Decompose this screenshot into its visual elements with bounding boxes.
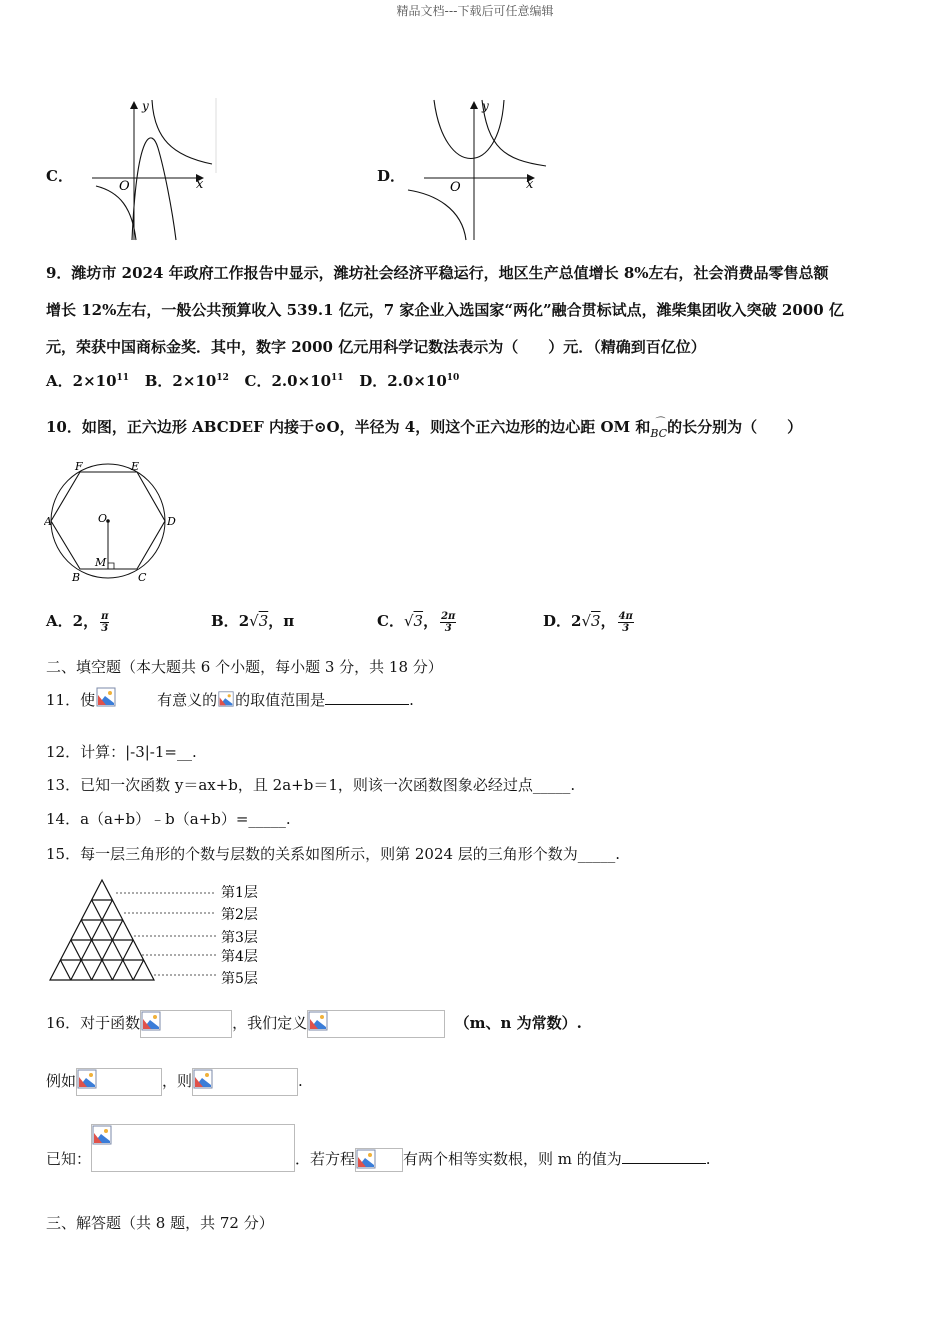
q8-graph-d: [404, 98, 549, 243]
q11-variable-image: [217, 690, 235, 712]
q9-line-2: 增长 12%左右，一般公共预算收入 539.1 亿元，7 家企业入选国家“两化”融合贯标试点，潍柴集团收入突破 2000 亿: [46, 301, 844, 319]
vertex-e: E: [131, 460, 140, 473]
vertex-a: A: [44, 515, 52, 528]
hexagon-figure: [44, 460, 179, 585]
q11-answer-blank[interactable]: [325, 690, 409, 705]
q9-line-1: 9．潍坊市 2024 年政府工作报告中显示，潍坊社会经济平稳运行，地区生产总值增长 8%左右，社会消费品零售总额: [46, 264, 829, 282]
vertex-c: C: [138, 571, 147, 584]
broken-image-icon: [141, 1011, 161, 1031]
layer-3-label: 第3层: [221, 930, 258, 946]
center-o: O: [98, 512, 108, 525]
page-header: 精品文档---下载后可任意编辑: [396, 4, 554, 18]
q10-option-c: C．√3， $\frac{2\pi}{3}$: [377, 610, 456, 634]
layer-4-label: 第4层: [221, 949, 258, 965]
q10-option-d: D．2√3， $\frac{4\pi}{3}$: [543, 610, 633, 634]
layer-2-label: 第2层: [221, 907, 258, 923]
q16-line-3: 已知： ．若方程 有两个相等实数根，则 m 的值为 .: [46, 1124, 711, 1172]
q9-option-d: D．$2.0\times 10^{10}$: [359, 372, 460, 390]
q16-equation-image: [355, 1148, 403, 1172]
broken-image-icon: [92, 1125, 112, 1145]
q16-example-image: [76, 1068, 162, 1096]
broken-image-icon: [218, 691, 234, 707]
q9-option-b: B．$2\times 10^{12}$: [144, 372, 229, 390]
q8-option-d-label: D．: [377, 167, 406, 185]
q8c-axis-y-label: y: [142, 99, 149, 113]
layer-1-label: 第1层: [221, 885, 258, 901]
q8-option-c-label: C．: [46, 167, 73, 185]
q8c-origin-label: O: [119, 179, 130, 194]
q10-option-a: A．2， $\frac{\pi}{3}$: [46, 610, 109, 634]
foot-m: M: [95, 556, 107, 569]
q11: 11．使 有意义的 的取值范围是 .: [46, 686, 414, 716]
q10-option-b: B．2√3，π: [211, 612, 295, 630]
section-2-title: 二、填空题（本大题共 6 个小题，每小题 3 分，共 18 分）: [46, 658, 443, 676]
vertex-f: F: [75, 460, 83, 473]
section-3-title: 三、解答题（共 8 题，共 72 分）: [46, 1214, 274, 1232]
q16-function-image: [140, 1010, 232, 1038]
q8d-axis-x-label: x: [526, 177, 534, 192]
q9-line-3: 元，荣获中国商标金奖．其中，数字 2000 亿元用科学记数法表示为（ ）元．（精确到百亿位）: [46, 338, 706, 356]
broken-image-icon: [356, 1149, 376, 1169]
broken-image-icon: [77, 1069, 97, 1089]
q9-options: [46, 370, 459, 391]
q16-definition-image: [307, 1010, 445, 1038]
triangle-layers-figure: [44, 876, 284, 988]
q16-line-1: 16．对于函数 ，我们定义 （m、n 为常数）.: [46, 1010, 582, 1038]
q13: 13．已知一次函数 y＝ax+b，且 2a+b＝1，则该一次函数图象必经过点_____.: [46, 776, 576, 794]
q8c-axis-x-label: x: [196, 177, 204, 192]
q8d-origin-label: O: [450, 180, 461, 195]
broken-image-icon: [308, 1011, 328, 1031]
q16-answer-blank[interactable]: [622, 1149, 706, 1164]
q12: 12．计算：|-3|-1=__.: [46, 743, 197, 761]
q16-example-result-image: [192, 1068, 298, 1096]
q16-line-2: 例如 ，则 .: [46, 1068, 303, 1096]
q11-formula-image: [95, 686, 157, 716]
q9-option-c: C．$2.0\times 10^{11}$: [244, 372, 344, 390]
broken-image-icon: [193, 1069, 213, 1089]
arc-bc-symbol: ⌒ BC: [650, 417, 668, 440]
q8-graph-c: [92, 98, 217, 243]
vertex-d: D: [167, 515, 176, 528]
layer-5-label: 第5层: [221, 971, 258, 987]
q14: 14．a（a+b）﹣b（a+b）=_____.: [46, 810, 291, 828]
broken-image-icon: [96, 687, 116, 707]
q10-stem: 10．如图，正六边形 ABCDEF 内接于⊙O，半径为 4，则这个正六边形的边心距 OM 和 ⌒ BC 的长分别为（ ）: [46, 417, 803, 440]
q16-known-image: [91, 1124, 295, 1172]
q15: 15．每一层三角形的个数与层数的关系如图所示，则第 2024 层的三角形个数为_____.: [46, 845, 621, 863]
vertex-b: B: [72, 571, 81, 584]
q8d-axis-y-label: y: [482, 99, 489, 113]
q9-option-a: A．$2\times 10^{11}$: [46, 372, 130, 390]
